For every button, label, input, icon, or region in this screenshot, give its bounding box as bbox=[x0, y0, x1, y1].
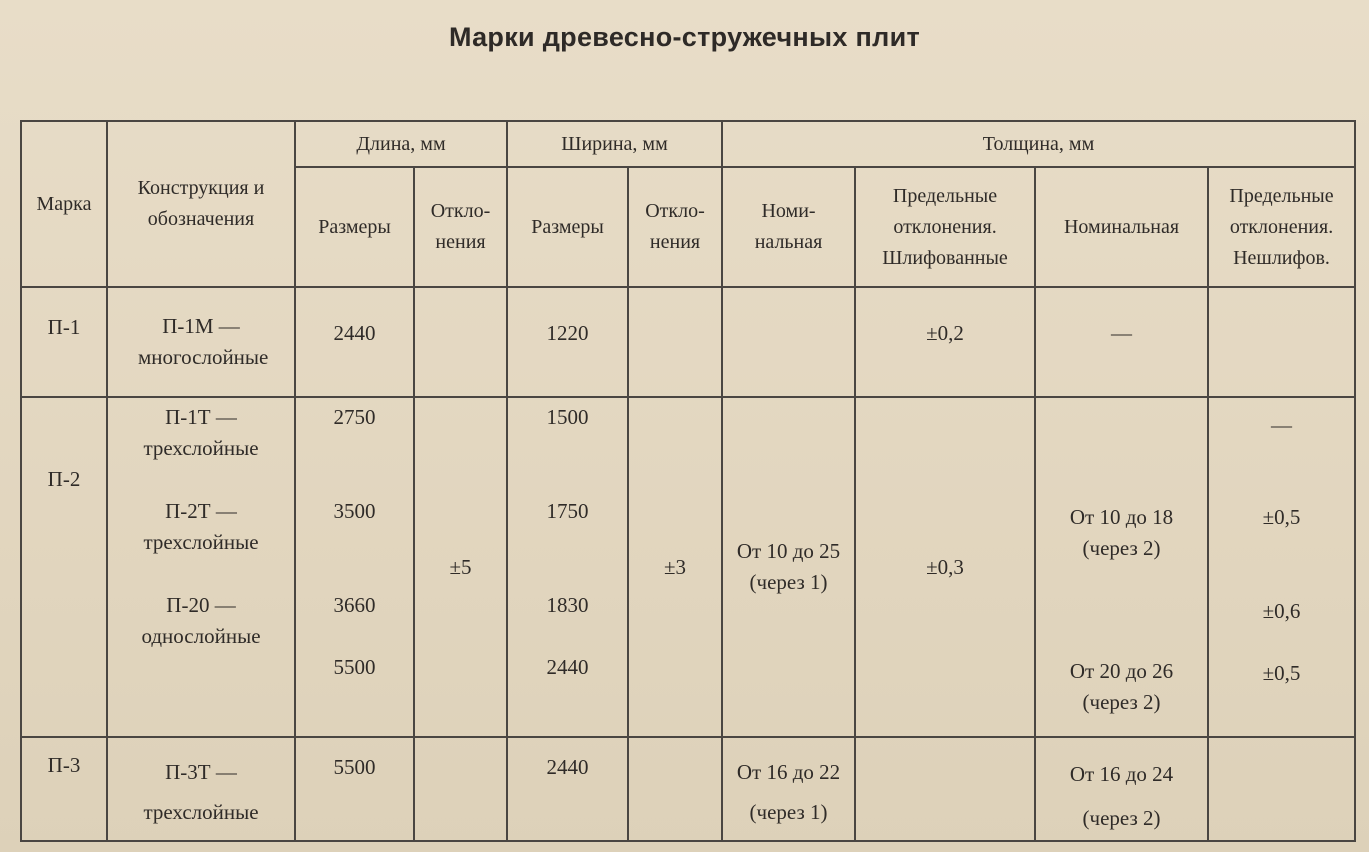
nominal-sanded-cell bbox=[722, 287, 855, 397]
construction-cell: П-1М — многослойные bbox=[107, 287, 295, 397]
construction-item: П-20 — однослойные bbox=[141, 593, 261, 648]
unsanded-dev-value: ±0,6 bbox=[1262, 599, 1301, 623]
sanded-dev-cell: ±0,2 bbox=[855, 287, 1035, 397]
length-value: 2750 bbox=[333, 405, 376, 429]
header-limit-dev-sanded: Предельные отклонения. Шлифованные bbox=[855, 167, 1035, 287]
width-dev-cell bbox=[628, 287, 722, 397]
nominal-unsanded-value: От 20 до 26 (через 2) bbox=[1069, 659, 1174, 714]
unsanded-dev-cell bbox=[1208, 737, 1355, 841]
sanded-dev-cell bbox=[855, 737, 1035, 841]
header-width-sizes: Размеры bbox=[507, 167, 628, 287]
header-length-deviations: Откло-нения bbox=[414, 167, 507, 287]
width-value: 1500 bbox=[546, 405, 589, 429]
header-length: Длина, мм bbox=[295, 121, 507, 167]
unsanded-dev-value: — bbox=[1271, 413, 1293, 437]
width-value: 1750 bbox=[546, 499, 589, 523]
width-value: 2440 bbox=[546, 655, 589, 679]
construction-item: П-2Т — трехслойные bbox=[143, 499, 259, 554]
header-mark: Марка bbox=[21, 121, 107, 287]
mark-cell: П-2 bbox=[21, 397, 107, 737]
length-value: 5500 bbox=[333, 655, 376, 679]
length-size-cell: 5500 bbox=[295, 737, 414, 841]
page-title: Марки древесно-стружечных плит bbox=[449, 22, 920, 52]
nominal-sanded-cell: От 10 до 25 (через 1) bbox=[722, 397, 855, 737]
construction-item: П-1Т — трехслойные bbox=[143, 405, 259, 460]
table-row-p1 bbox=[21, 287, 1355, 397]
length-size-cell bbox=[295, 397, 414, 737]
nominal-unsanded-cell bbox=[1035, 397, 1208, 737]
width-size-cell: 2440 bbox=[507, 737, 628, 841]
length-dev-cell bbox=[414, 737, 507, 841]
table-row-p2 bbox=[21, 397, 1355, 737]
length-value: 3500 bbox=[333, 499, 376, 523]
construction-cell: П-3Т — трехслойные bbox=[107, 737, 295, 841]
length-value: 3660 bbox=[333, 593, 376, 617]
header-width: Ширина, мм bbox=[507, 121, 722, 167]
length-size-cell: 2440 bbox=[295, 287, 414, 397]
sanded-dev-cell: ±0,3 bbox=[855, 397, 1035, 737]
construction-cell bbox=[107, 397, 295, 737]
length-dev-cell bbox=[414, 287, 507, 397]
table-row-p3 bbox=[21, 737, 1355, 841]
length-dev-cell: ±5 bbox=[414, 397, 507, 737]
nominal-sanded-cell: От 16 до 22 (через 1) bbox=[722, 737, 855, 841]
width-value: 1830 bbox=[546, 593, 589, 617]
header-limit-dev-unsanded: Предельные отклонения. Нешлифов. bbox=[1208, 167, 1355, 287]
nominal-unsanded-value: От 10 до 18 (через 2) bbox=[1069, 505, 1174, 560]
header-row-1 bbox=[21, 121, 1355, 167]
unsanded-dev-cell bbox=[1208, 287, 1355, 397]
nominal-unsanded-cell: От 16 до 24 (через 2) bbox=[1035, 737, 1208, 841]
unsanded-dev-cell bbox=[1208, 397, 1355, 737]
mark-cell: П-1 bbox=[21, 287, 107, 397]
header-nominal-sanded: Номи-нальная bbox=[722, 167, 855, 287]
width-dev-cell bbox=[628, 737, 722, 841]
unsanded-dev-value: ±0,5 bbox=[1262, 505, 1301, 529]
header-construction: Конструкция и обозначения bbox=[107, 121, 295, 287]
width-size-cell: 1220 bbox=[507, 287, 628, 397]
header-length-sizes: Размеры bbox=[295, 167, 414, 287]
nominal-unsanded-cell: — bbox=[1035, 287, 1208, 397]
header-thickness: Толщина, мм bbox=[722, 121, 1355, 167]
unsanded-dev-value: ±0,5 bbox=[1262, 661, 1301, 685]
header-width-deviations: Откло-нения bbox=[628, 167, 722, 287]
width-dev-cell: ±3 bbox=[628, 397, 722, 737]
width-size-cell bbox=[507, 397, 628, 737]
mark-cell: П-3 bbox=[21, 737, 107, 841]
boards-table bbox=[20, 120, 1356, 842]
header-nominal-unsanded: Номинальная bbox=[1035, 167, 1208, 287]
